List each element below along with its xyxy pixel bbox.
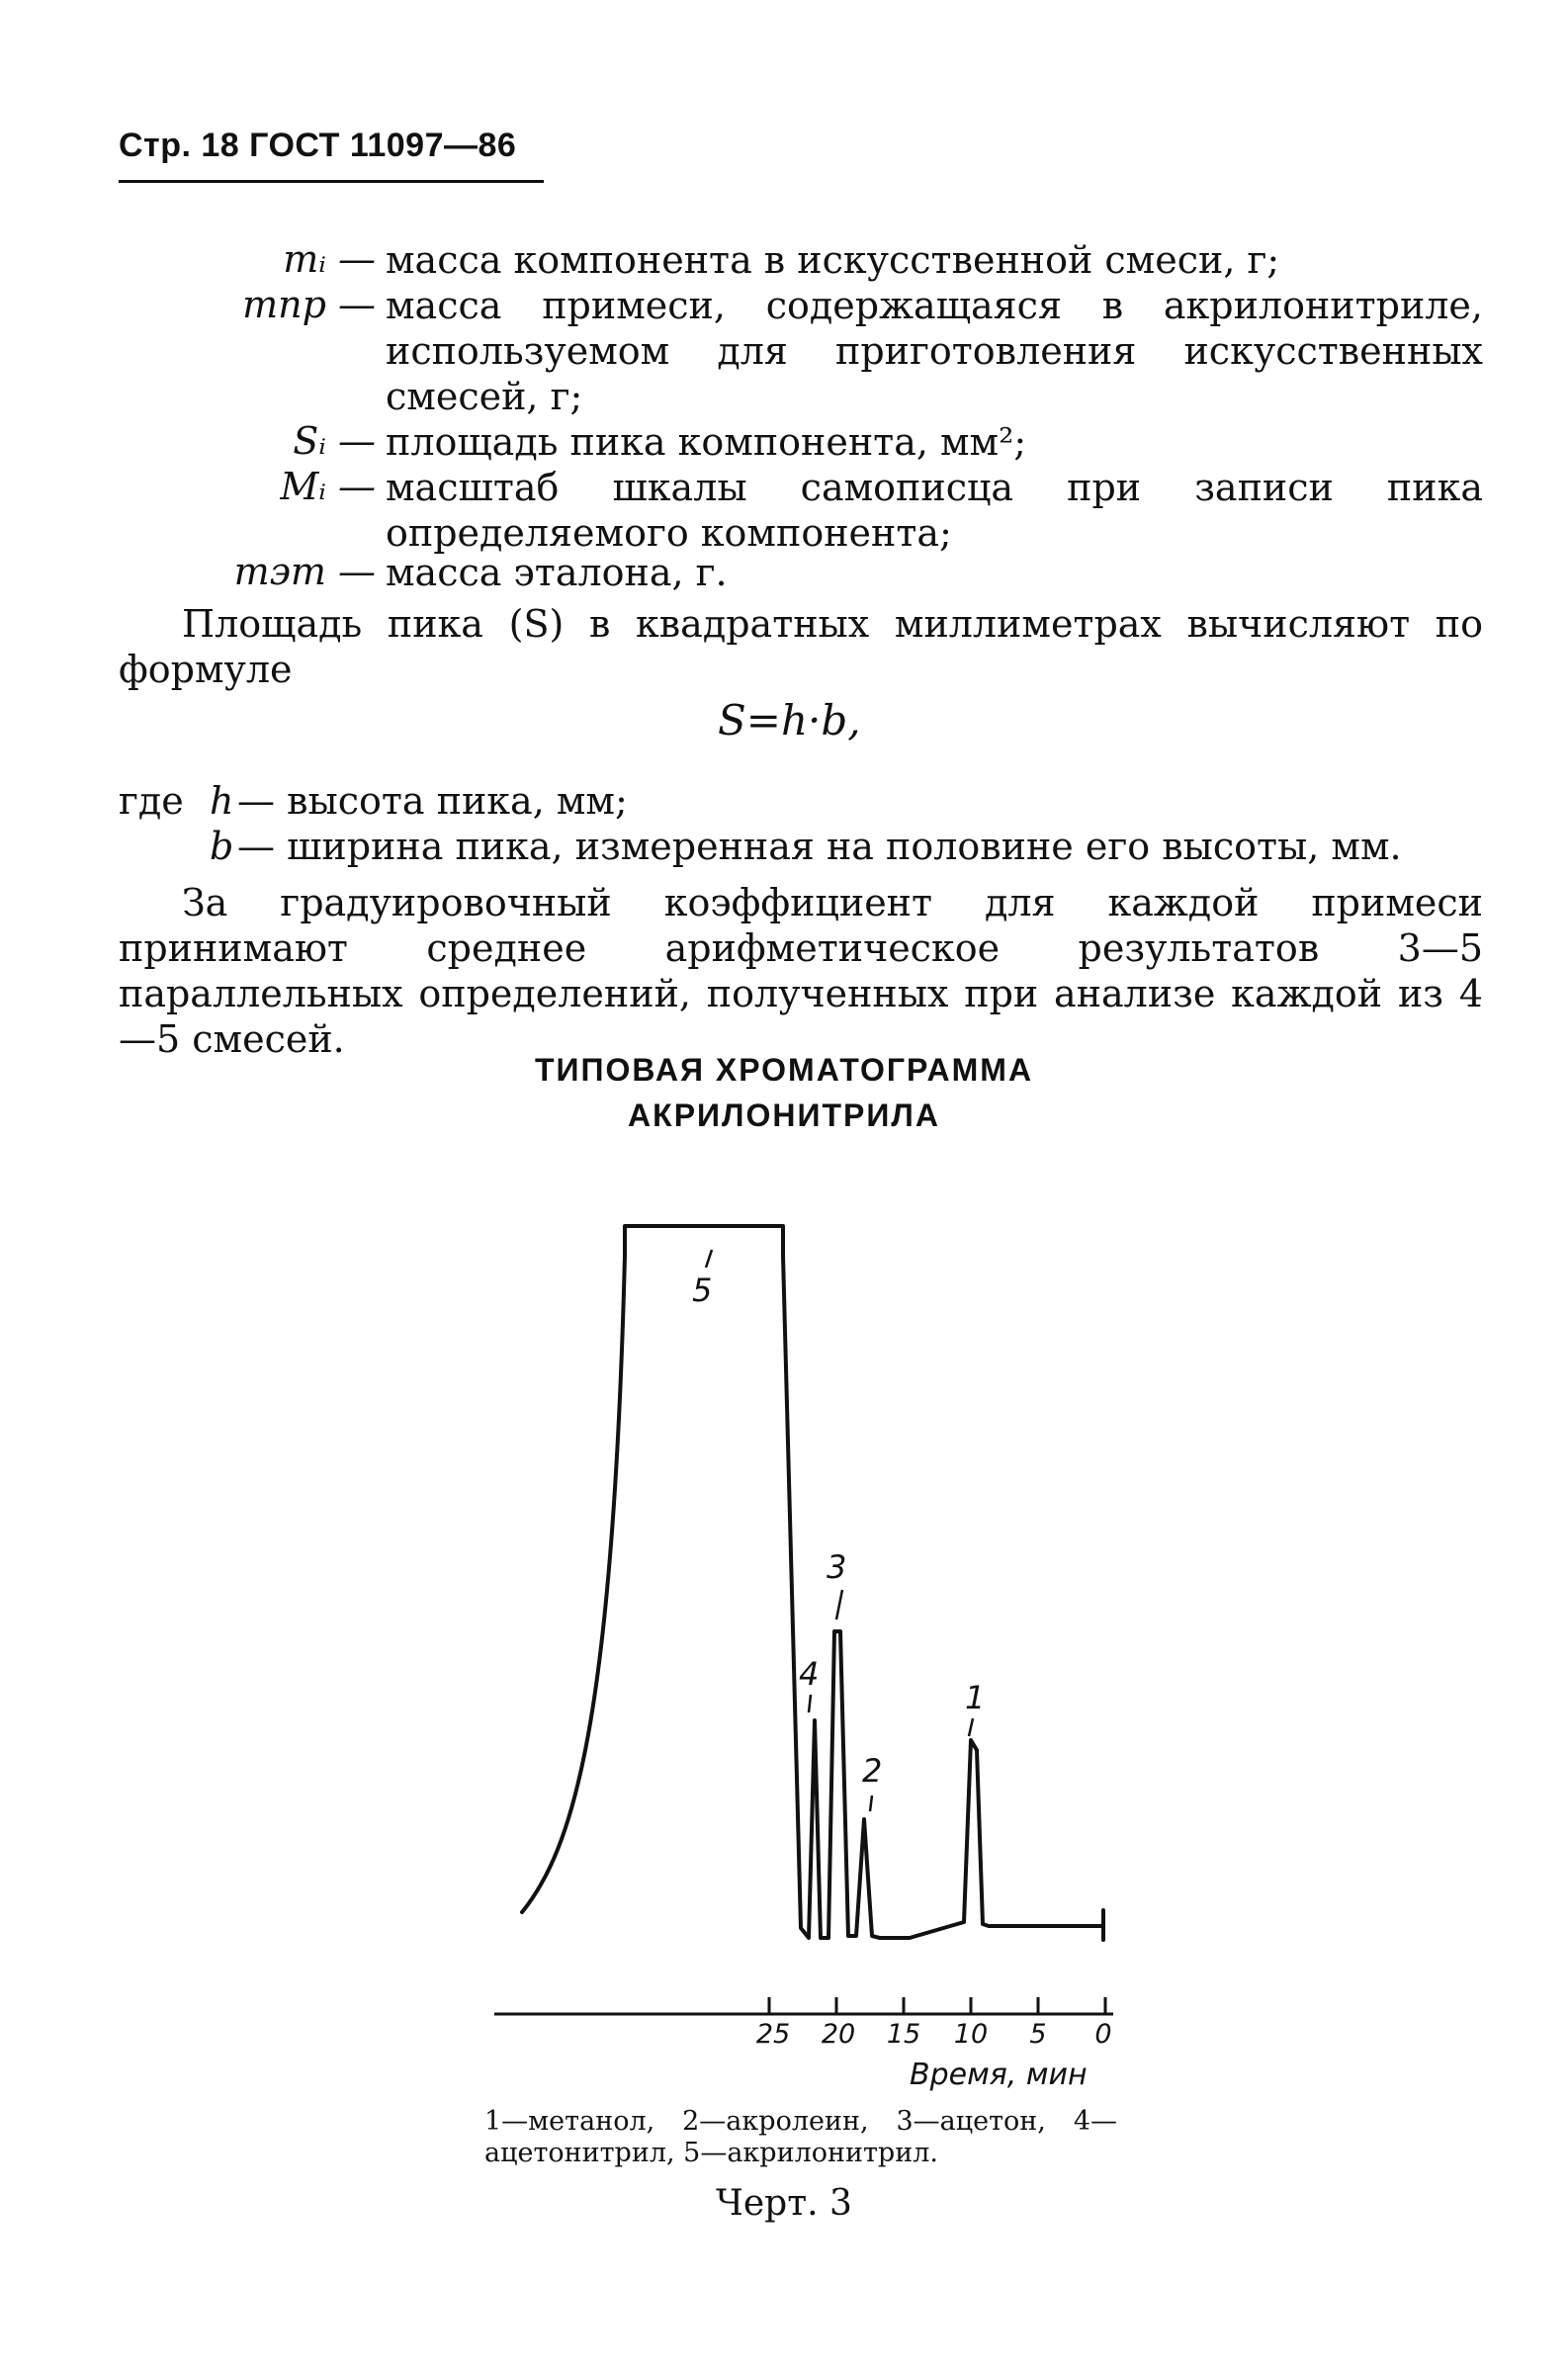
definition-text: масса примеси, содержащаяся в акрилонитриле, используемом для приготовления искусственных смесей, г; — [386, 284, 1483, 418]
peak-label-1: 1 — [965, 1679, 986, 1716]
figure-caption: 1—метанол, 2—акролеин, 3—ацетон, 4—ацетонитрил, 5—акрилонитрил. — [484, 2106, 1117, 2168]
where-symbol: b — [210, 825, 234, 868]
peak-label-3: 3 — [827, 1548, 847, 1586]
peak-label-2: 2 — [862, 1752, 883, 1790]
figure-title-line2: АКРИЛОНИТРИЛА — [628, 1097, 940, 1133]
peak-label-5: 5 — [692, 1272, 713, 1309]
where-text: — высота пика, мм; — [237, 779, 628, 823]
peak-4-leader — [809, 1695, 811, 1712]
definition-symbol: Mᵢ — — [280, 465, 376, 508]
x-tick-label: 10 — [953, 2019, 989, 2050]
peak-3-leader — [836, 1590, 842, 1620]
peak-1-leader — [969, 1718, 973, 1736]
paragraph-calibration: За градуировочный коэффициент для каждой примеси принимают среднее арифметическое результатов 3—5 параллельных определений, полученных при анализе каждой из 4—5 смесей. — [119, 881, 1483, 1061]
figure-title-line1: ТИПОВАЯ ХРОМАТОГРАММА — [534, 1052, 1034, 1088]
x-tick-label: 15 — [886, 2019, 921, 2050]
chromatogram-chart — [0, 1167, 1568, 2096]
definition-text: площадь пика компонента, мм²; — [386, 420, 1027, 464]
chromatogram-trace — [522, 1226, 1103, 1938]
header-rule — [119, 180, 544, 183]
x-axis-label: Время, мин — [910, 2058, 1088, 2092]
x-tick-label: 25 — [755, 2019, 791, 2050]
x-tick-label: 20 — [821, 2019, 856, 2050]
definition-symbol: mэт — — [233, 550, 376, 593]
page-header: Стр. 18 ГОСТ 11097—86 — [119, 127, 517, 164]
definition-symbol: mпр — — [242, 283, 376, 326]
figure-number: Черт. 3 — [716, 2183, 852, 2224]
definition-text: масса компонента в искусственной смеси, г; — [386, 238, 1280, 282]
peak-label-4: 4 — [799, 1655, 820, 1693]
where-symbol: h — [210, 779, 234, 823]
definition-symbol: Sᵢ — — [293, 419, 376, 463]
definition-text: масштаб шкалы самописца при записи пика определяемого компонента; — [386, 466, 1483, 555]
peak-5-leader — [706, 1250, 712, 1268]
x-tick-label: 0 — [1094, 2019, 1112, 2050]
formula: S=h·b, — [718, 696, 861, 745]
definition-text: масса эталона, г. — [386, 551, 728, 594]
definition-symbol: mᵢ — — [283, 237, 376, 281]
where-text: — ширина пика, измеренная на половине его высоты, мм. — [237, 825, 1402, 868]
peak-2-leader — [870, 1796, 872, 1811]
paragraph-area-formula: Площадь пика (S) в квадратных миллиметрах вычисляют по формуле — [119, 602, 1483, 691]
where-lead: где — [119, 779, 184, 823]
x-tick-label: 5 — [1029, 2019, 1047, 2050]
